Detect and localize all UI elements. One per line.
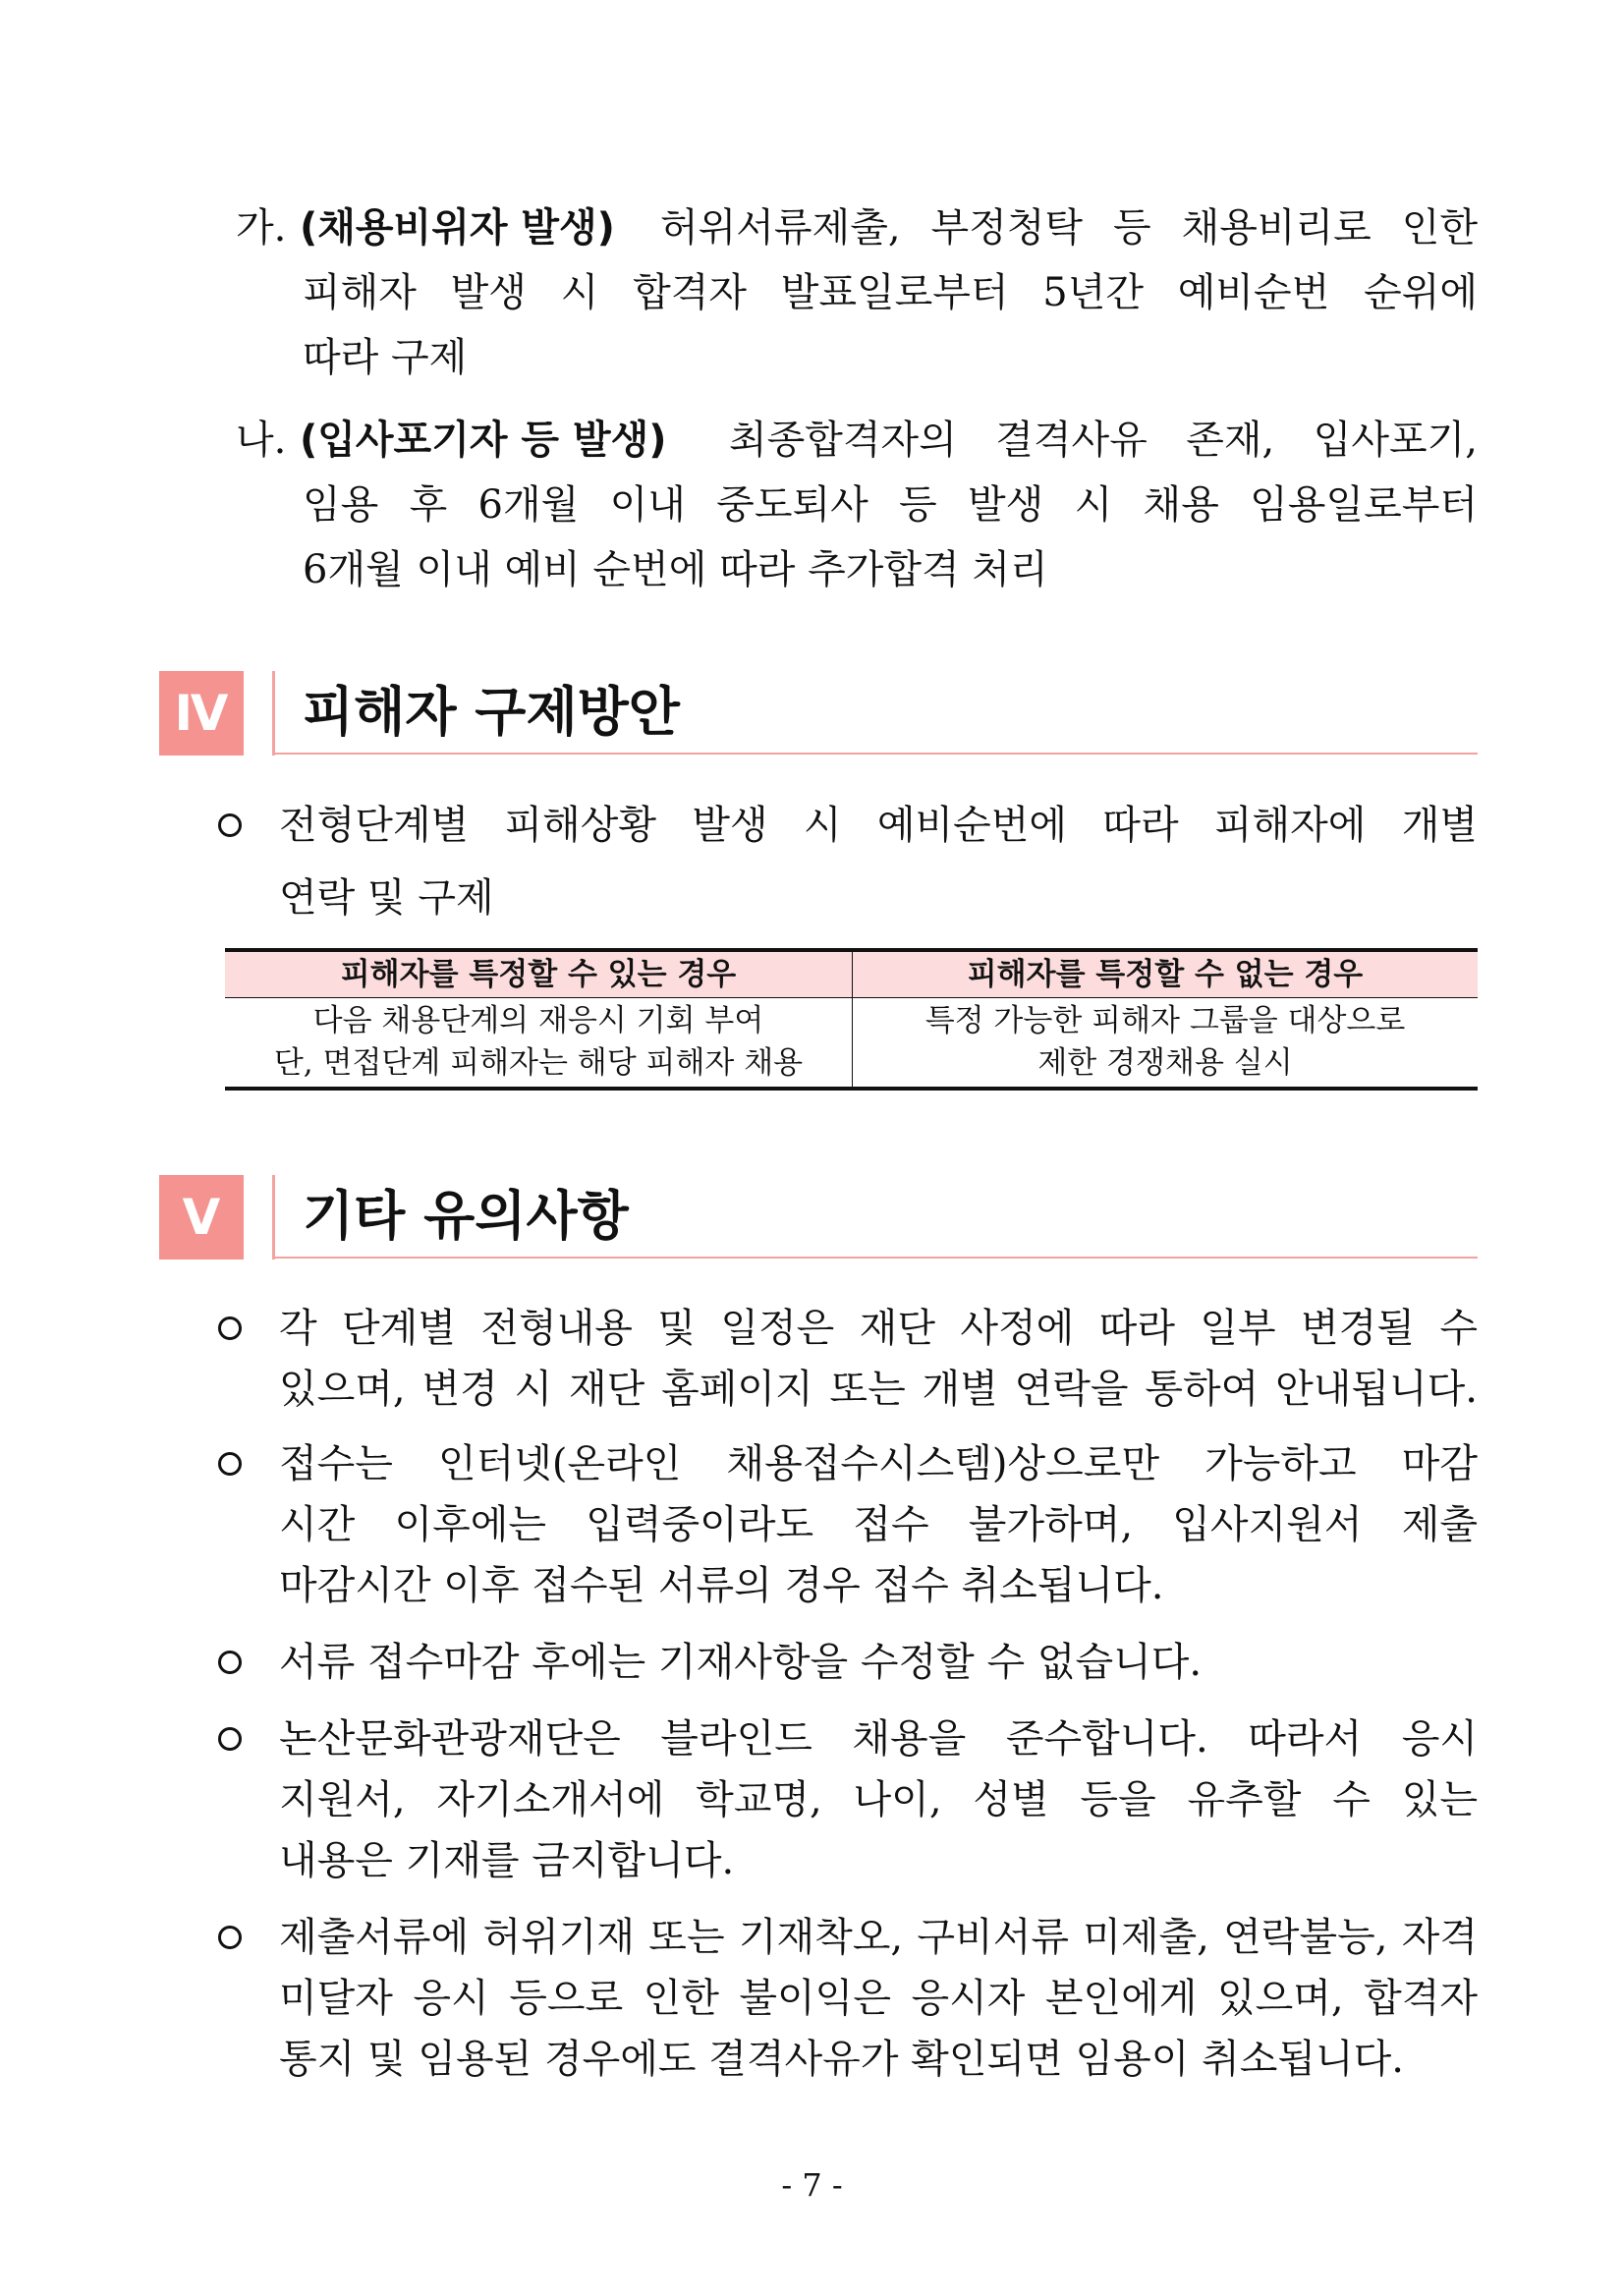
item-text: 피해자 발생 시 합격자 발표일로부터 5년간 예비순번 순위에 — [303, 270, 1478, 315]
table-cell-line: 특정 가능한 피해자 그룹을 대상으로 — [924, 1003, 1406, 1038]
item-title: (채용비위자 발생) — [300, 205, 615, 251]
bullet-text: 각 단계별 전형내용 및 일정은 재단 사정에 따라 일부 변경될 수 — [279, 1306, 1478, 1351]
section-divider — [272, 1175, 275, 1260]
page-number: - 7 - — [781, 2166, 843, 2204]
bullet-text: 통지 및 임용된 경우에도 결격사유가 확인되면 임용이 취소됩니다. — [279, 2037, 1404, 2082]
bullet-text: 전형단계별 피해상황 발생 시 예비순번에 따라 피해자에 개별 — [279, 803, 1478, 848]
item-marker: 가. — [236, 205, 287, 251]
circle-bullet-icon — [218, 1727, 242, 1751]
item-marker: 나. — [236, 418, 287, 463]
bullet-text: 있으며, 변경 시 재단 홈페이지 또는 개별 연락을 통하여 안내됩니다. — [279, 1367, 1478, 1412]
bullet-text: 마감시간 이후 접수된 서류의 경우 접수 취소됩니다. — [279, 1563, 1164, 1608]
table-cell-line: 제한 경쟁채용 실시 — [1037, 1045, 1293, 1081]
item-text: 임용 후 6개월 이내 중도퇴사 등 발생 시 채용 임용일로부터 — [303, 482, 1478, 528]
table-cell — [853, 998, 1479, 1090]
item-text: 6개월 이내 예비 순번에 따라 추가합격 처리 — [303, 547, 1048, 592]
bullet-text: 접수는 인터넷(온라인 채용접수시스템)상으로만 가능하고 마감 — [279, 1441, 1478, 1486]
section-title: 피해자 구제방안 — [303, 681, 680, 743]
table-cell-line: 단, 면접단계 피해자는 해당 피해자 채용 — [273, 1045, 804, 1081]
table-header-row — [225, 950, 1478, 998]
table-cell — [225, 998, 853, 1090]
circle-bullet-icon — [218, 813, 242, 837]
item-title: (입사포기자 등 발생) — [300, 418, 667, 463]
bullet-text: 논산문화관광재단은 블라인드 채용을 준수합니다. 따라서 응시 — [279, 1716, 1478, 1762]
section-divider — [272, 671, 275, 756]
section-number: Ⅴ — [159, 1175, 244, 1260]
circle-bullet-icon — [218, 1926, 242, 1949]
section-underline — [272, 1257, 1478, 1259]
victim-cases-table — [225, 948, 1478, 1091]
table-header: 피해자를 특정할 수 있는 경우 — [225, 950, 853, 998]
bullet-text: 제출서류에 허위기재 또는 기재착오, 구비서류 미제출, 연락불능, 자격 — [279, 1915, 1478, 1960]
bullet-text: 연락 및 구제 — [279, 875, 494, 921]
section-title: 기타 유의사항 — [303, 1185, 629, 1247]
section-underline — [272, 753, 1478, 755]
bullet-text: 내용은 기재를 금지합니다. — [279, 1838, 735, 1883]
item-text: 최종합격자의 결격사유 존재, 입사포기, — [729, 418, 1478, 463]
table-row — [225, 998, 1478, 1090]
section-number: Ⅳ — [159, 671, 244, 756]
item-text: 허위서류제출, 부정청탁 등 채용비리로 인한 — [660, 205, 1478, 251]
bullet-text: 서류 접수마감 후에는 기재사항을 수정할 수 없습니다. — [279, 1640, 1203, 1685]
bullet-text: 시간 이후에는 입력중이라도 접수 불가하며, 입사지원서 제출 — [279, 1502, 1478, 1547]
circle-bullet-icon — [218, 1651, 242, 1674]
table-header: 피해자를 특정할 수 없는 경우 — [853, 950, 1479, 998]
bullet-text: 미달자 응시 등으로 인한 불이익은 응시자 본인에게 있으며, 합격자 — [279, 1976, 1478, 2021]
circle-bullet-icon — [218, 1452, 242, 1476]
table-cell-line: 다음 채용단계의 재응시 기회 부여 — [312, 1003, 764, 1038]
item-text: 따라 구제 — [303, 335, 468, 380]
circle-bullet-icon — [218, 1316, 242, 1340]
bullet-text: 지원서, 자기소개서에 학교명, 나이, 성별 등을 유추할 수 있는 — [279, 1777, 1478, 1822]
